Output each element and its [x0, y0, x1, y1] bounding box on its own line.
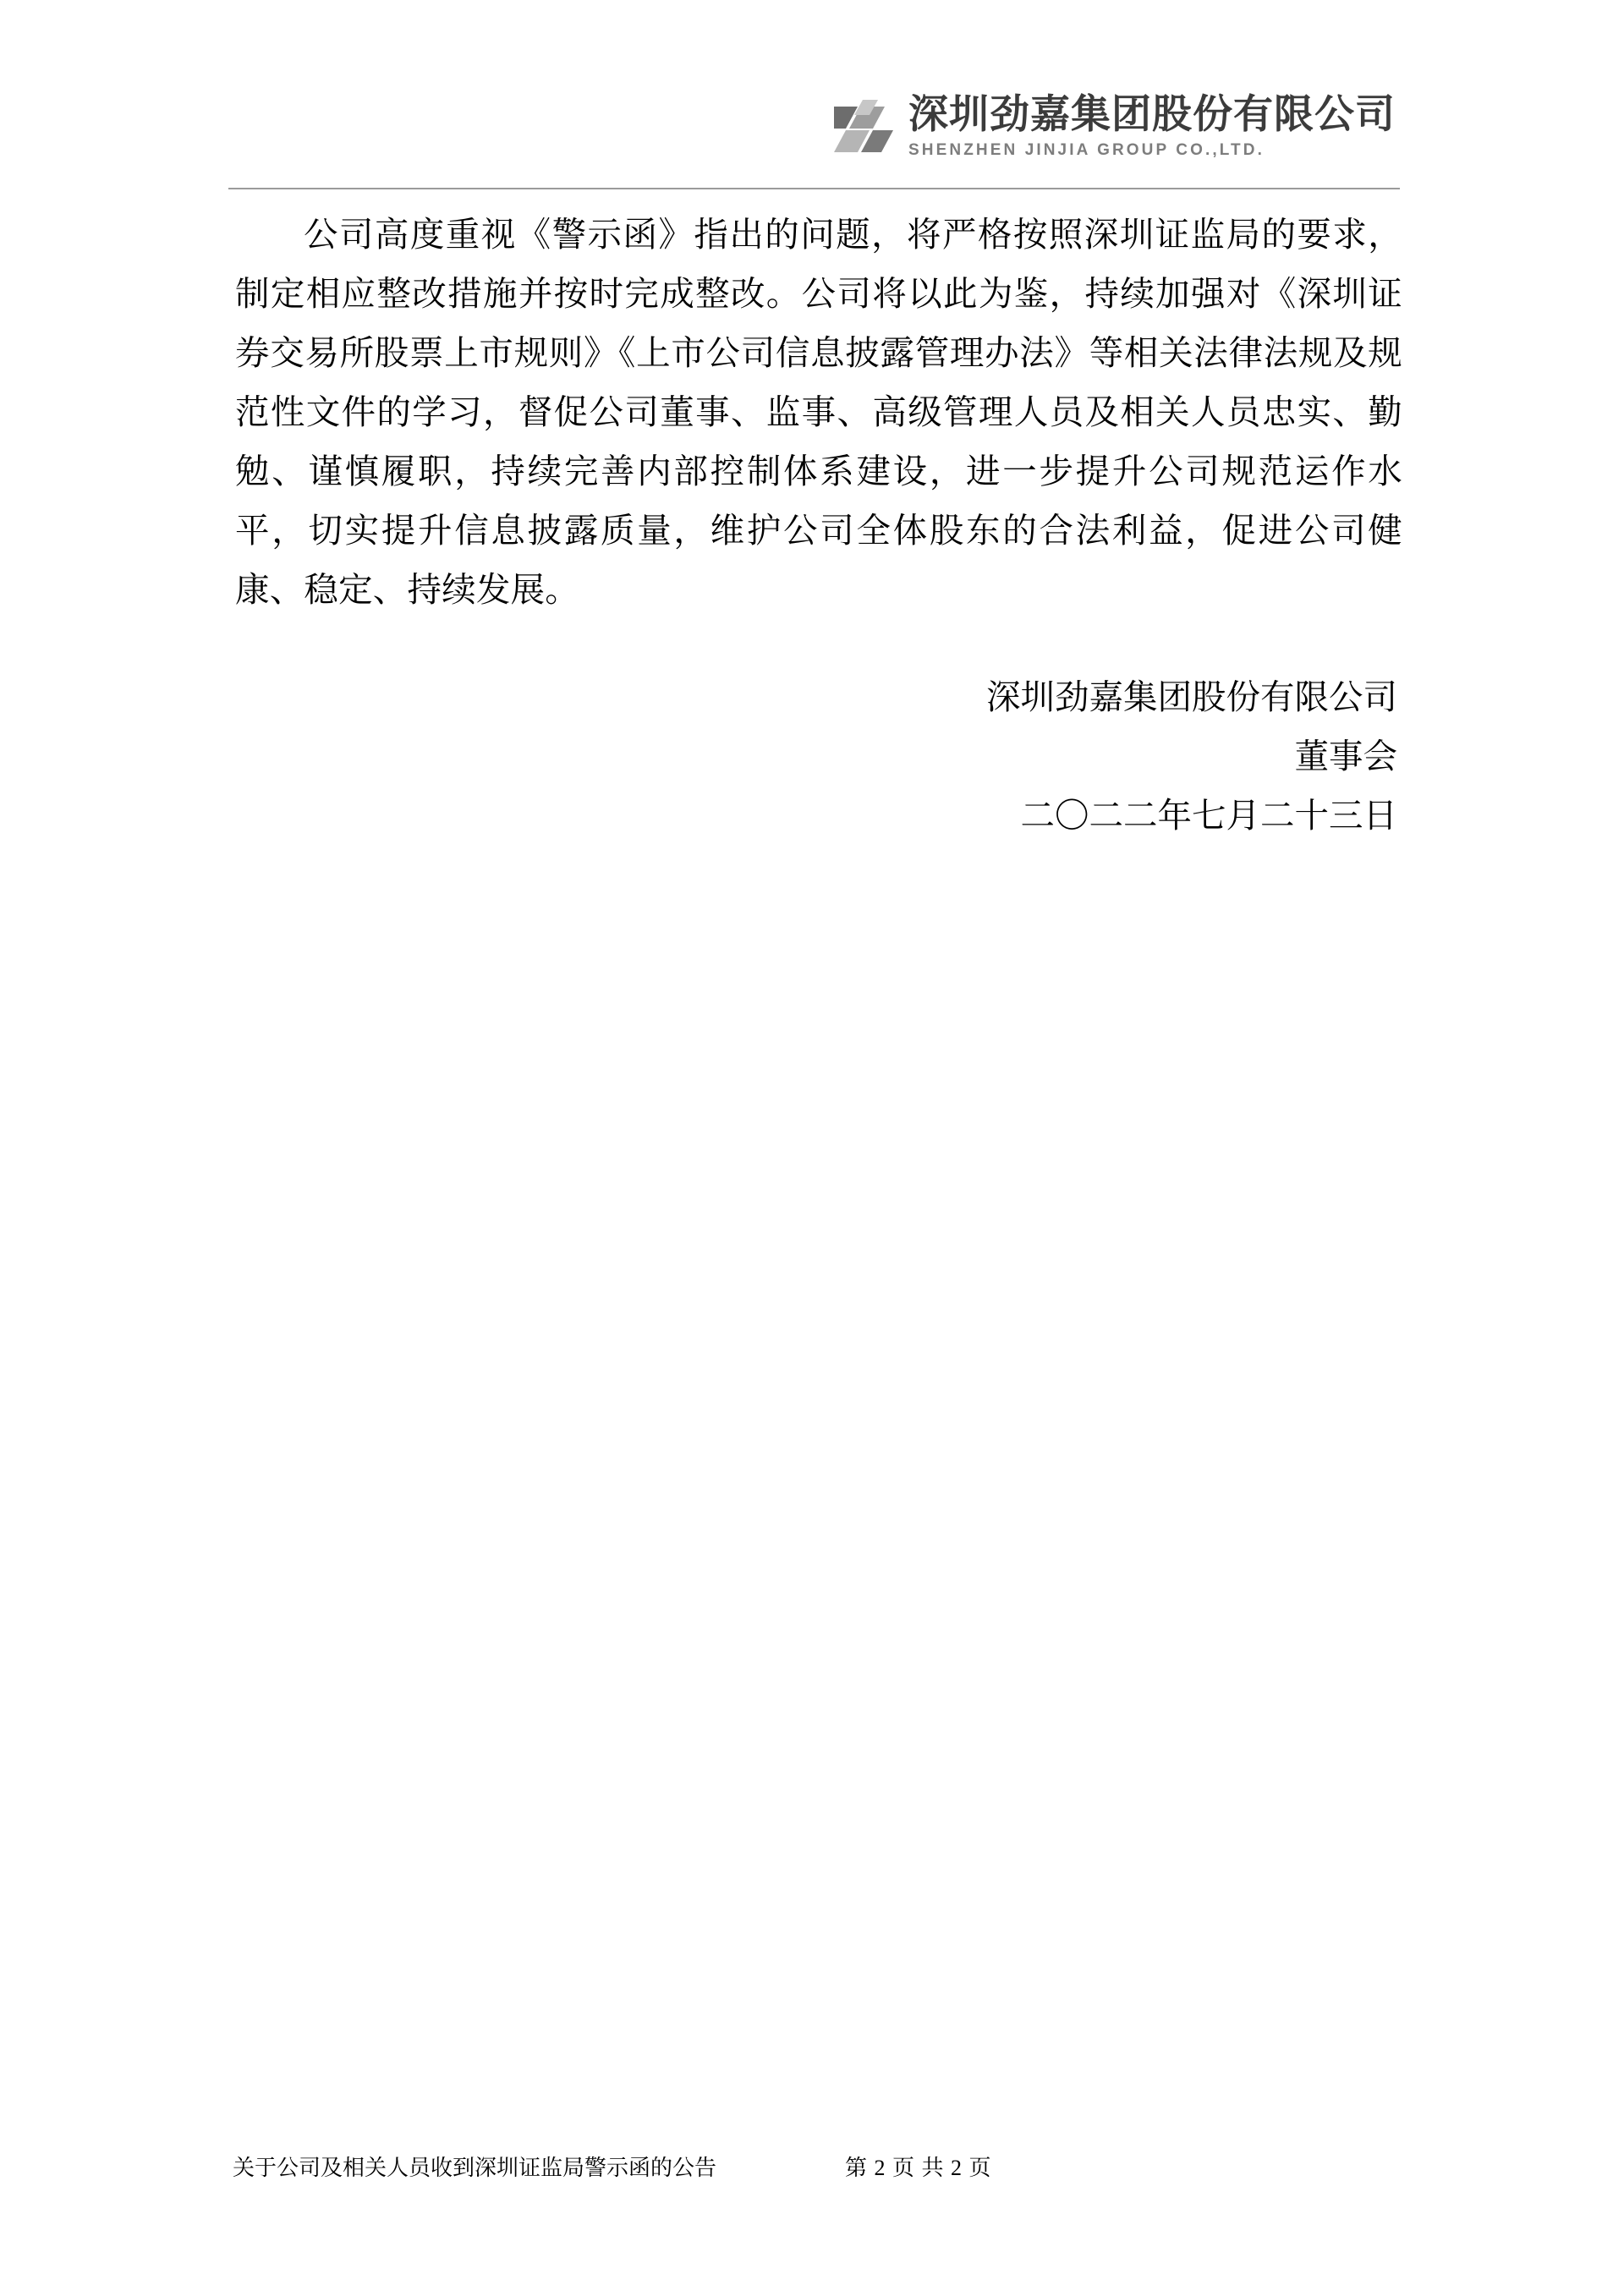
footer-document-title: 关于公司及相关人员收到深圳证监局警示函的公告	[233, 2156, 717, 2180]
document-footer	[233, 2152, 1404, 2184]
company-logo-text	[908, 93, 1396, 160]
signature-date: 二〇二二年七月二十三日	[1020, 797, 1397, 835]
company-name-cn: 深圳劲嘉集团股份有限公司	[908, 91, 1396, 138]
document-body	[235, 205, 1402, 620]
document-header	[228, 93, 1396, 188]
body-paragraph: 公司高度重视《警示函》指出的问题，将严格按照深圳证监局的要求，制定相应整改措施并按时完成整改。公司将以此为鉴，持续加强对《深圳证券交易所股票上市规则》《上市公司信息披露管理办法》等相关法律法规及规范性文件的学习，督促公司董事、监事、高级管理人员及相关人员忠实、勤勉、谨慎履职，持续完善内部控制体系建设，进一步提升公司规范运作水平，切实提升信息披露质量，维护公司全体股东的合法利益，促进公司健康、稳定、持续发展。	[235, 216, 1402, 609]
signature-board: 董事会	[1294, 737, 1397, 775]
jinjia-logo-icon	[832, 98, 895, 159]
company-name-en: SHENZHEN JINJIA GROUP CO.,LTD.	[908, 140, 1265, 159]
header-divider	[228, 188, 1400, 189]
signature-company: 深圳劲嘉集团股份有限公司	[986, 678, 1397, 716]
company-logo	[832, 93, 1396, 160]
footer-page-number: 第 2 页 共 2 页	[845, 2156, 992, 2180]
signature-block	[235, 668, 1402, 846]
